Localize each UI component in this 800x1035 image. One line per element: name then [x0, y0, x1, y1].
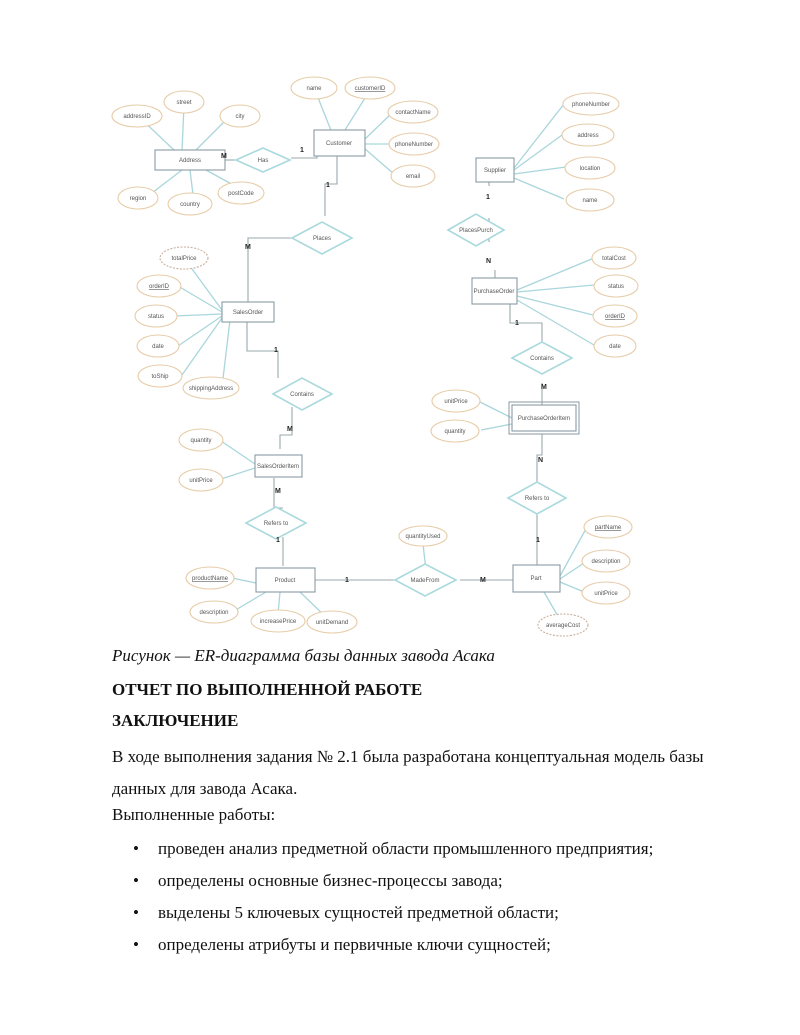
relationship-made-from: [395, 564, 456, 596]
svg-text:MadeFrom: MadeFrom: [410, 578, 440, 584]
svg-text:PurchaseOrder: PurchaseOrder: [473, 289, 515, 295]
svg-text:Refers to: Refers to: [263, 521, 289, 527]
svg-text:Contains: Contains: [530, 356, 554, 362]
svg-text:toShip: toShip: [151, 374, 169, 380]
svg-text:productName: productName: [191, 576, 229, 582]
svg-text:address: address: [577, 133, 599, 139]
svg-text:unitPrice: unitPrice: [444, 399, 468, 405]
svg-text:description: description: [591, 559, 621, 565]
svg-text:N: N: [486, 258, 492, 265]
svg-text:Supplier: Supplier: [483, 168, 507, 174]
list-item: [112, 837, 653, 869]
attribute-to-ship: [138, 365, 182, 387]
svg-text:1: 1: [300, 147, 304, 154]
svg-text:location: location: [579, 166, 601, 172]
works-intro: Выполненные работы:: [112, 805, 276, 824]
svg-text:orderID: orderID: [148, 284, 170, 290]
svg-text:Address: Address: [178, 158, 202, 164]
attribute-purchase-order-id: [593, 305, 637, 327]
svg-text:quantity: quantity: [444, 429, 466, 435]
svg-text:Customer: Customer: [325, 141, 353, 147]
svg-text:partName: partName: [594, 525, 622, 531]
svg-text:phoneNumber: phoneNumber: [571, 102, 611, 108]
attribute-sales-item-unit-price: [179, 469, 223, 491]
attribute-name: [291, 77, 337, 99]
svg-text:1: 1: [486, 194, 490, 201]
attribute-supplier-phone: [563, 93, 619, 115]
attribute-supplier-name: [566, 189, 614, 211]
attribute-date: [137, 335, 179, 357]
bullet-icon: •: [133, 839, 139, 858]
attribute-average-cost: [538, 614, 588, 636]
entity-sales-order-item: [255, 455, 302, 477]
svg-text:totalPrice: totalPrice: [171, 256, 197, 262]
svg-text:name: name: [306, 86, 322, 92]
entity-supplier: [476, 158, 514, 182]
svg-text:1: 1: [274, 347, 278, 354]
list-item-text: определены основные бизнес-процессы завода;: [158, 871, 503, 890]
works-list: [112, 837, 653, 965]
list-item: [112, 901, 653, 933]
svg-text:totalCost: totalCost: [602, 256, 626, 262]
attribute-purchase-status: [594, 275, 638, 297]
svg-text:Part: Part: [530, 576, 542, 582]
relationship-has: [236, 148, 290, 172]
relationship-places: [292, 222, 352, 254]
attribute-purchase-item-unit-price: [432, 390, 480, 412]
svg-text:1: 1: [276, 537, 280, 544]
bullet-icon: •: [133, 871, 139, 890]
svg-text:unitDemand: unitDemand: [315, 620, 349, 626]
svg-text:Has: Has: [257, 158, 269, 164]
svg-text:averageCost: averageCost: [545, 623, 581, 629]
svg-text:phoneNumber: phoneNumber: [394, 142, 434, 148]
list-item: [112, 933, 653, 965]
entity-address: [155, 150, 225, 170]
entity-sales-order: [222, 302, 274, 322]
svg-text:email: email: [405, 174, 421, 180]
svg-text:1: 1: [536, 537, 540, 544]
attribute-part-description: [582, 550, 630, 572]
svg-text:1: 1: [326, 182, 330, 189]
attribute-sales-item-quantity: [179, 429, 223, 451]
attribute-shipping-address: [183, 377, 239, 399]
relationship-contains-sales: [273, 378, 332, 410]
attribute-location: [565, 157, 615, 179]
attribute-part-unit-price: [582, 582, 630, 604]
attribute-unit-demand: [307, 611, 357, 633]
attribute-order-id: [137, 275, 181, 297]
entity-customer: [314, 130, 365, 156]
svg-text:status: status: [147, 314, 165, 320]
relationship-refers-product: [246, 507, 306, 539]
svg-text:N: N: [538, 457, 544, 464]
relationship-places-purch: [448, 214, 504, 246]
bullet-icon: •: [133, 903, 139, 922]
attribute-country: [168, 193, 212, 215]
attribute-purchase-item-quantity: [431, 420, 479, 442]
attribute-quantity-used: [399, 526, 447, 546]
list-item-text: проведен анализ предметной области промышленного предприятия;: [158, 839, 654, 858]
relationship-contains-purch: [512, 342, 572, 374]
svg-text:SalesOrderItem: SalesOrderItem: [256, 464, 300, 470]
svg-text:PurchaseOrderItem: PurchaseOrderItem: [517, 416, 571, 422]
svg-text:M: M: [480, 577, 486, 584]
attribute-increase-price: [251, 610, 305, 632]
figure-caption: Рисунок — ER-диаграмма базы данных завода Асака: [112, 646, 495, 665]
svg-text:unitPrice: unitPrice: [594, 591, 618, 597]
attribute-supplier-address: [562, 124, 614, 146]
svg-text:Refers to: Refers to: [524, 496, 550, 502]
svg-text:M: M: [275, 488, 281, 495]
er-diagram: [100, 66, 640, 646]
attribute-post-code: [218, 182, 264, 204]
attribute-status: [135, 305, 177, 327]
attribute-total-price: [160, 247, 208, 269]
svg-text:contactName: contactName: [395, 110, 431, 116]
svg-text:date: date: [152, 344, 164, 350]
entity-purchase-order-item: [509, 402, 579, 434]
attribute-contact-name: [388, 101, 438, 123]
entity-purchase-order: [472, 278, 517, 304]
svg-text:unitPrice: unitPrice: [189, 478, 213, 484]
attribute-product-name: [186, 567, 234, 589]
attribute-purchase-date: [594, 335, 636, 357]
svg-text:M: M: [541, 384, 547, 391]
entity-part: [513, 565, 560, 592]
attribute-email: [391, 165, 435, 187]
svg-text:orderID: orderID: [604, 314, 626, 320]
bullet-icon: •: [133, 935, 139, 954]
attribute-address-id: [112, 105, 162, 127]
list-item: [112, 869, 653, 901]
svg-text:M: M: [245, 244, 251, 251]
svg-text:description: description: [199, 610, 229, 616]
svg-text:status: status: [607, 284, 625, 290]
svg-text:quantityUsed: quantityUsed: [405, 534, 441, 540]
svg-text:region: region: [129, 196, 147, 202]
list-item-text: определены атрибуты и первичные ключи сущностей;: [158, 935, 551, 954]
conclusion-heading: ЗАКЛЮЧЕНИЕ: [112, 711, 239, 730]
svg-text:M: M: [287, 426, 293, 433]
entity-product: [256, 568, 315, 592]
svg-text:1: 1: [515, 320, 519, 327]
svg-text:customerID: customerID: [354, 86, 386, 92]
list-item-text: выделены 5 ключевых сущностей предметной области;: [158, 903, 559, 922]
svg-text:city: city: [235, 114, 245, 120]
svg-text:shippingAddress: shippingAddress: [188, 386, 234, 392]
report-heading: ОТЧЕТ ПО ВЫПОЛНЕННОЙ РАБОТЕ: [112, 680, 423, 699]
svg-text:quantity: quantity: [190, 438, 212, 444]
attribute-customer-id: [345, 77, 395, 99]
attribute-total-cost: [592, 247, 636, 269]
svg-text:country: country: [180, 202, 200, 208]
attribute-street: [164, 91, 204, 113]
attribute-region: [118, 187, 158, 209]
svg-text:addressID: addressID: [123, 114, 151, 120]
svg-text:Contains: Contains: [290, 392, 314, 398]
attribute-product-description: [190, 601, 238, 623]
svg-text:postCode: postCode: [228, 191, 254, 197]
svg-text:Product: Product: [274, 578, 296, 584]
attribute-city: [220, 105, 260, 127]
attribute-part-name: [584, 516, 632, 538]
svg-text:SalesOrder: SalesOrder: [232, 310, 264, 316]
svg-text:PlacesPurch: PlacesPurch: [459, 228, 493, 234]
svg-text:street: street: [176, 100, 192, 106]
svg-text:increasePrice: increasePrice: [259, 619, 297, 625]
conclusion-paragraph: В ходе выполнения задания № 2.1 была разработана концептуальная модель базы данных для завода Асака.: [112, 747, 704, 798]
relationship-refers-part: [508, 482, 566, 514]
attribute-phone-number: [389, 133, 439, 155]
svg-text:date: date: [609, 344, 621, 350]
svg-text:1: 1: [345, 577, 349, 584]
svg-text:Places: Places: [312, 236, 332, 242]
svg-text:name: name: [582, 198, 598, 204]
svg-text:M: M: [221, 153, 227, 160]
